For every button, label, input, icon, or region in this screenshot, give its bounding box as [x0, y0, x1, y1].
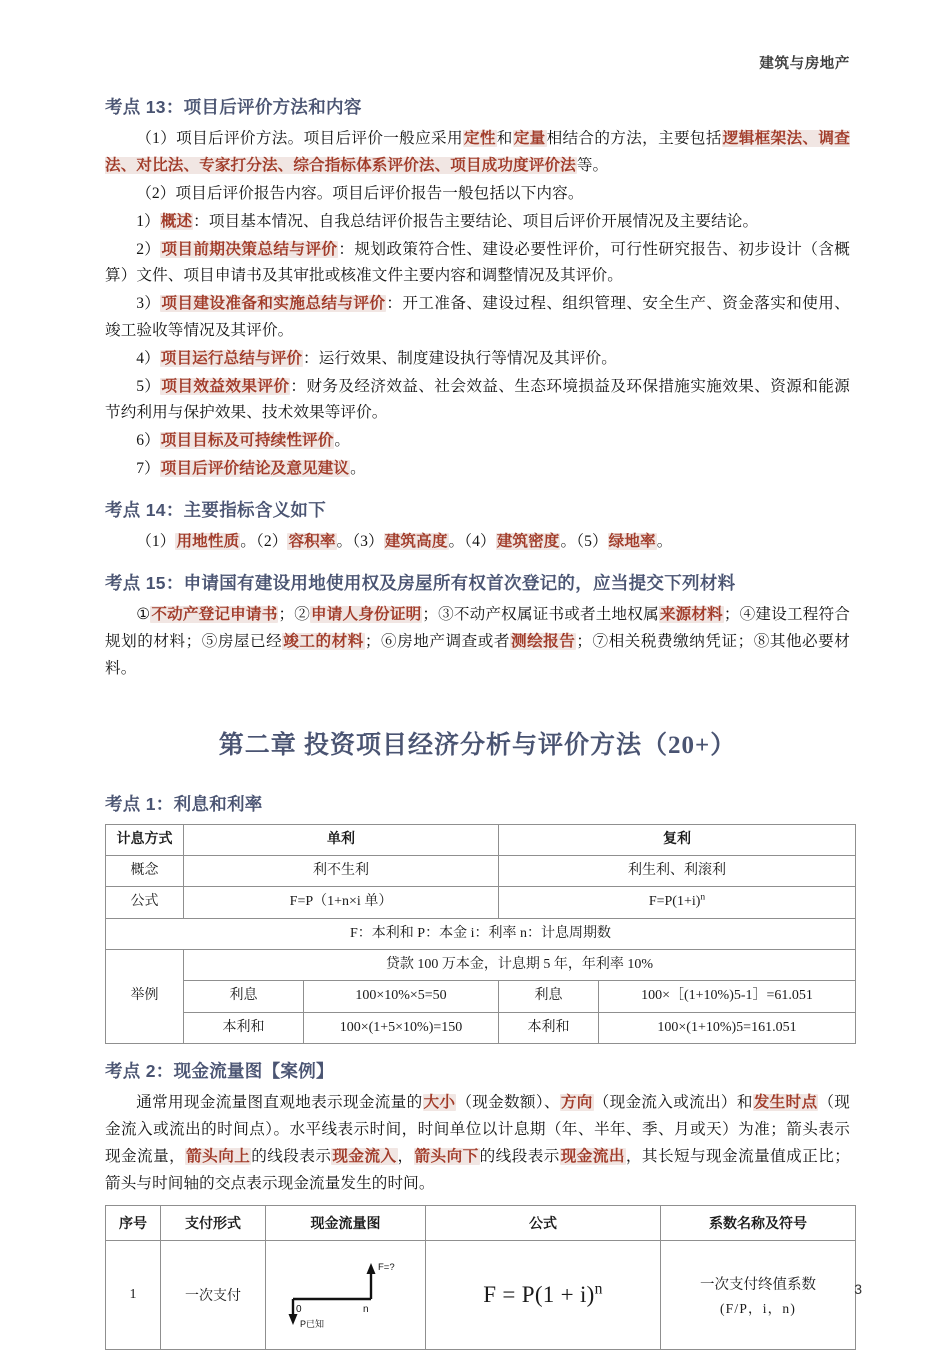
table-cell: 利不生利 [184, 856, 499, 887]
section-heading-kaodian-14: 考点 14：主要指标含义如下 [105, 499, 327, 520]
formula-exponent: n [700, 892, 706, 903]
highlighted-term: 申请人身份证明 [311, 606, 422, 624]
table-header-cell: 现金流量图 [266, 1206, 426, 1241]
row-label-example: 举例 [106, 950, 184, 1044]
table-header-cell: 复利 [499, 824, 856, 855]
table-cell: 100×(1+5×10%)=150 [304, 1012, 499, 1043]
table-header-cell: 序号 [106, 1206, 161, 1241]
paragraph: 3）项目建设准备和实施总结与评价：开工准备、建设过程、组织管理、安全生产、资金落实和使用、竣工验收等情况及其评价。 [105, 295, 850, 339]
row-label: 概念 [106, 856, 184, 887]
highlighted-term: 用地性质 [176, 533, 240, 551]
paragraph: （1）项目后评价方法。项目后评价一般应采用定性和定量相结合的方法，主要包括逻辑框架法、调查法、对比法、专家打分法、综合指标体系评价法、项目成功度评价法等。 [105, 130, 850, 175]
table-cell-index: 1 [106, 1241, 161, 1350]
running-head: 建筑与房地产 [759, 56, 850, 72]
paragraph: 1）概述：项目基本情况、自我总结评价报告主要结论、项目后评价开展情况及主要结论。 [136, 212, 759, 230]
diagram-label-present: P已知 [299, 1319, 324, 1330]
section-heading-kaodian-1: 考点 1：利息和利率 [105, 793, 263, 814]
highlighted-term: 发生时点 [753, 1094, 818, 1112]
paragraph: 7）项目后评价结论及意见建议。 [136, 460, 366, 477]
formula-base: F = P(1 + i) [483, 1282, 595, 1308]
highlighted-term: 项目后评价结论及意见建议 [160, 460, 350, 477]
table-row [106, 1012, 856, 1043]
table-row [106, 856, 856, 887]
diagram-tick-start: 0 [295, 1304, 302, 1316]
interest-comparison-table [105, 824, 856, 1044]
paragraph: （1）用地性质。（2）容积率。（3）建筑高度。（4）建筑密度。（5）绿地率。 [136, 533, 673, 551]
highlighted-term: 项目运行总结与评价 [160, 349, 303, 367]
table-cell: 本利和 [499, 1012, 599, 1043]
table-header-cell: 计息方式 [106, 824, 184, 855]
table-cell-formula-compound [499, 887, 856, 918]
section-body-kaodian-15 [105, 602, 850, 682]
table-cell-formula-simple: F=P（1+n×i 单） [184, 887, 499, 918]
highlighted-term: 定性 [463, 130, 496, 148]
table-row-note [106, 918, 856, 949]
paragraph: ①不动产登记申请书；②申请人身份证明；③不动产权属证书或者土地权属来源材料；④建设工程符合规划的材料；⑤房屋已经竣工的材料；⑥房地产调查或者测绘报告；⑦相关税费缴纳凭证；⑧其他必要材料。 [105, 606, 850, 677]
coefficient-name: 一次支付终值系数 [700, 1276, 816, 1293]
cash-flow-diagram [271, 1253, 421, 1337]
diagram-label-future: F=? [377, 1262, 395, 1274]
table-row [106, 1241, 856, 1350]
highlighted-term: 箭头向上 [186, 1147, 251, 1165]
table-row-header [106, 824, 856, 855]
table-cell: 100×［(1+10%)5-1］=61.051 [599, 981, 856, 1012]
highlighted-term: 定量 [513, 130, 546, 148]
table-cell-diagram [266, 1241, 426, 1350]
table-cell: 本利和 [184, 1012, 304, 1043]
section-body-kaodian-13 [105, 126, 850, 483]
table-header-cell: 系数名称及符号 [661, 1206, 856, 1241]
highlighted-term: 逻辑框架法、调查法、对比法、专家打分法、综合指标体系评价法、项目成功度评价法 [105, 130, 850, 175]
highlighted-term: 绿地率 [608, 533, 656, 551]
paragraph: 通常用现金流量图直观地表示现金流量的大小（现金数额）、方向（现金流入或流出）和发生时点（现金流入或流出的时间点）。水平线表示时间，时间单位以计息期（年、半年、季、月或天）为准；箭头表示现金流量，箭头向上的线段表示现金流入，箭头向下的线段表示现金流出，其长短与现金流量值成正比；箭头与时间轴的交点表示现金流量发生的时间。 [105, 1094, 850, 1192]
highlighted-term: 竣工的材料 [283, 632, 364, 650]
paragraph: 4）项目运行总结与评价：运行效果、制度建设执行等情况及其评价。 [136, 349, 617, 367]
highlighted-term: 方向 [560, 1094, 593, 1112]
paragraph: 2）项目前期决策总结与评价：规划政策符合性、建设必要性评价，可行性研究报告、初步设计（含概算）文件、项目申请书及其审批或核准文件主要内容和调整情况及其评价。 [105, 240, 850, 285]
table-cell-note: F：本利和 P：本金 i：利率 n：计息周期数 [106, 918, 856, 949]
table-row [106, 950, 856, 981]
highlighted-term: 不动产登记申请书 [151, 606, 278, 624]
highlighted-term: 项目目标及可持续性评价 [160, 432, 334, 450]
table-cell: 100×10%×5=50 [304, 981, 499, 1012]
cash-flow-table [105, 1205, 856, 1350]
chapter-title: 第二章 投资项目经济分析与评价方法（20+） [218, 731, 737, 759]
highlighted-term: 概述 [160, 212, 193, 230]
formula-exponent: n [594, 1280, 603, 1298]
table-row [106, 887, 856, 918]
highlighted-term: 来源材料 [659, 606, 723, 624]
highlighted-term: 容积率 [288, 533, 336, 551]
table-cell-example-condition: 贷款 100 万本金，计息期 5 年，年利率 10% [184, 950, 856, 981]
highlighted-term: 现金流出 [560, 1147, 625, 1165]
highlighted-term: 项目前期决策总结与评价 [161, 240, 338, 258]
table-cell-payment-form: 一次支付 [161, 1241, 266, 1350]
coefficient-symbol: (F/P，i，n) [719, 1300, 797, 1316]
highlighted-term: 项目效益效果评价 [161, 377, 290, 395]
highlighted-term: 箭头向下 [414, 1147, 479, 1165]
table-cell: 利息 [499, 981, 599, 1012]
page-number: 3 [854, 1281, 862, 1297]
table-cell: 100×(1+10%)5=161.051 [599, 1012, 856, 1043]
row-label: 公式 [106, 887, 184, 918]
highlighted-term: 大小 [423, 1094, 456, 1112]
formula-base: F=P(1+i) [648, 894, 701, 910]
table-row [106, 981, 856, 1012]
table-cell-formula [426, 1241, 661, 1350]
highlighted-term: 项目建设准备和实施总结与评价 [161, 295, 386, 313]
highlighted-term: 测绘报告 [510, 632, 576, 650]
table-header-cell: 单利 [184, 824, 499, 855]
section-heading-kaodian-2: 考点 2：现金流量图【案例】 [105, 1060, 334, 1081]
table-row-header [106, 1206, 856, 1241]
paragraph: 6）项目目标及可持续性评价。 [136, 432, 351, 450]
highlighted-term: 现金流入 [332, 1147, 397, 1165]
paragraph: （2）项目后评价报告内容。项目后评价报告一般包括以下内容。 [136, 184, 584, 202]
table-header-cell: 支付形式 [161, 1206, 266, 1241]
table-cell: 利生利、利滚利 [499, 856, 856, 887]
table-cell-coefficient [661, 1241, 856, 1350]
diagram-tick-end: n [362, 1304, 369, 1316]
section-body-kaodian-14 [105, 529, 850, 556]
section-heading-kaodian-13: 考点 13：项目后评价方法和内容 [105, 97, 362, 117]
paragraph: 5）项目效益效果评价：财务及经济效益、社会效益、生态环境损益及环保措施实施效果、资源和能源节约利用与保护效果、技术效果等评价。 [105, 377, 850, 422]
table-cell: 利息 [184, 981, 304, 1012]
highlighted-term: 建筑高度 [384, 533, 448, 551]
table-header-cell: 公式 [426, 1206, 661, 1241]
section-heading-kaodian-15: 考点 15：申请国有建设用地使用权及房屋所有权首次登记的，应当提交下列材料 [105, 572, 736, 593]
highlighted-term: 建筑密度 [496, 533, 560, 551]
